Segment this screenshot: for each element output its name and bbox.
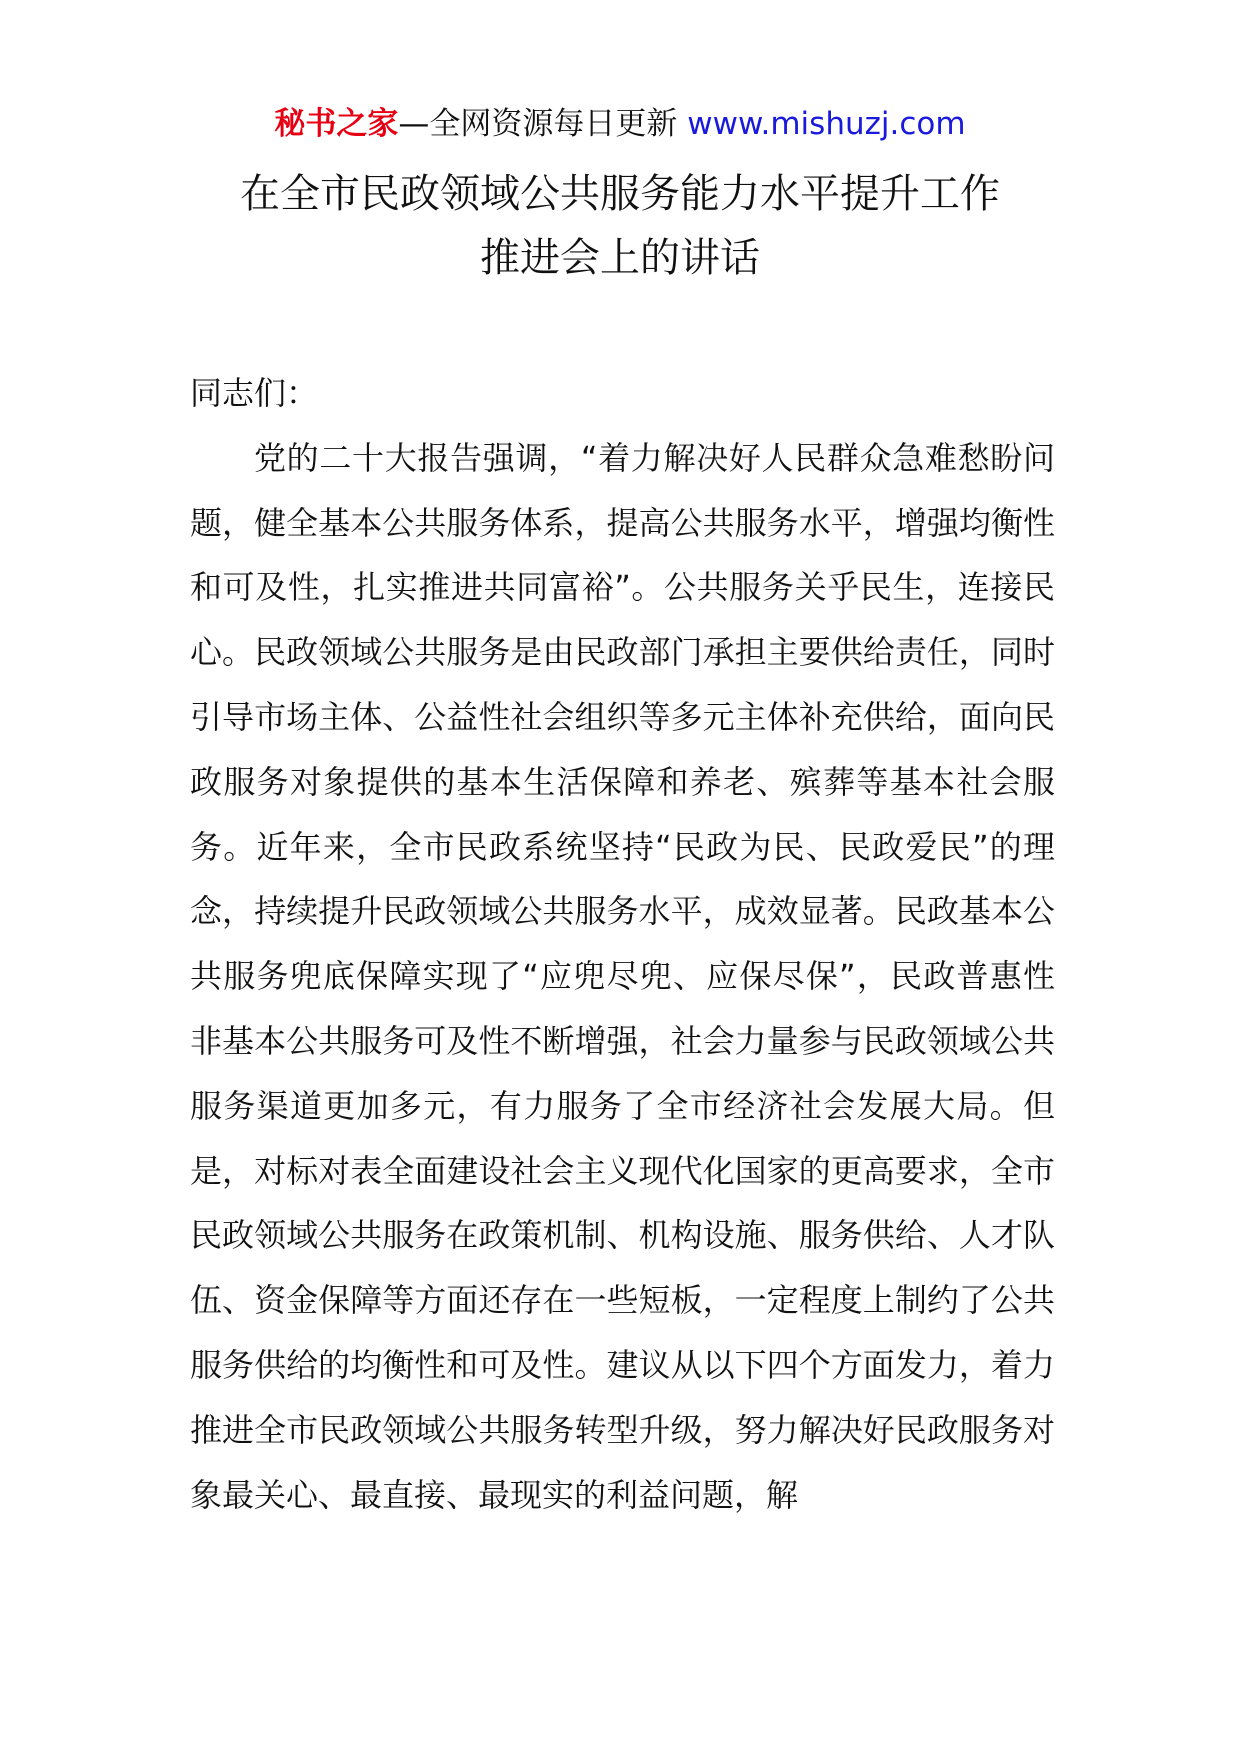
brand-name: 秘书之家	[274, 106, 399, 142]
site-header	[0, 102, 1240, 146]
document-title-line-1: 在全市民政领域公共服务能力水平提升工作	[240, 171, 1000, 217]
header-tagline: —全网资源每日更新	[398, 106, 678, 142]
document-title	[0, 162, 1240, 290]
document-title-line-2: 推进会上的讲话	[480, 235, 760, 281]
body-paragraph: 党的二十大报告强调，“着力解决好人民群众急难愁盼问题，健全基本公共服务体系，提高公共服务水平，增强均衡性和可及性，扎实推进共同富裕”。公共服务关乎民生，连接民心。民政领域公共服务是由民政部门承担主要供给责任，同时引导市场主体、公益性社会组织等多元主体补充供给，面向民政服务对象提供的基本生活保障和养老、殡葬等基本社会服务。近年来，全市民政系统坚持“民政为民、民政爱民”的理念，持续提升民政领域公共服务水平，成效显著。民政基本公共服务兜底保障实现了“应兜尽兜、应保尽保”，民政普惠性非基本公共服务可及性不断增强，社会力量参与民政领域公共服务渠道更加多元，有力服务了全市经济社会发展大局。但是，对标对表全面建设社会主义现代化国家的更高要求，全市民政领域公共服务在政策机制、机构设施、服务供给、人才队伍、资金保障等方面还存在一些短板，一定程度上制约了公共服务供给的均衡性和可及性。建议从以下四个方面发力，着力推进全市民政领域公共服务转型升级，努力解决好民政服务对象最关心、最直接、最现实的利益问题，解	[190, 438, 1055, 1514]
document-body	[190, 361, 1055, 1527]
site-url-link[interactable]: www.mishuzj.com	[687, 106, 966, 142]
salutation: 同志们：	[190, 374, 319, 412]
